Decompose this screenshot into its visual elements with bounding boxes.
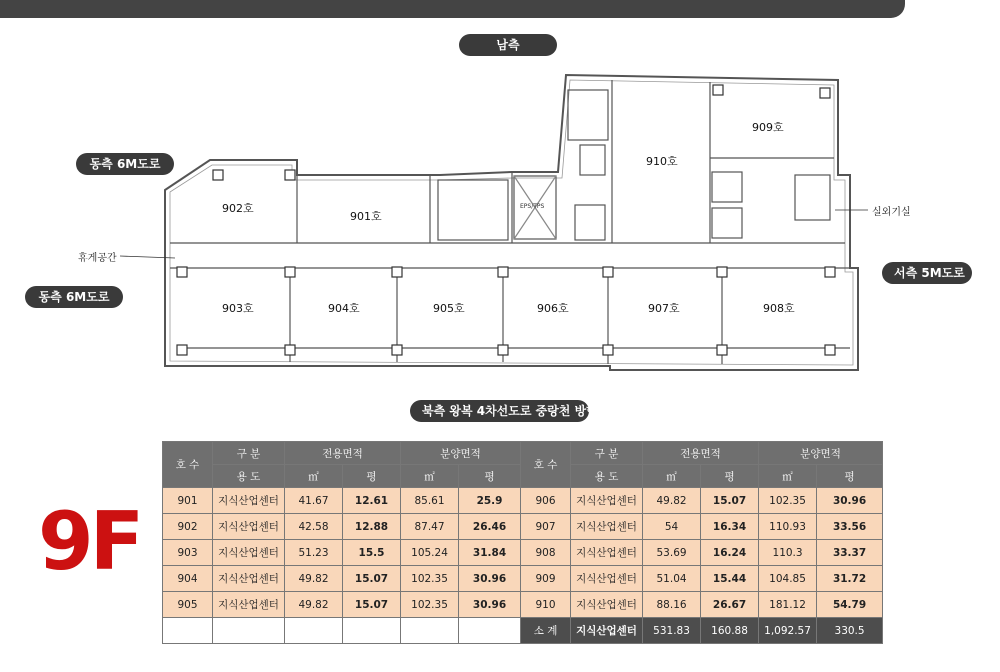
- room-909-label: 909호: [752, 121, 784, 134]
- sale-pyeong-cell: 33.37: [817, 540, 883, 566]
- col-pyeong-header-right: 평: [817, 465, 883, 488]
- sale-m2-cell: 102.35: [759, 488, 817, 514]
- col-division-header-right: 구 분: [571, 442, 643, 465]
- total-label-cell: 소 계: [521, 618, 571, 644]
- exclusive-m2-cell: 49.82: [643, 488, 701, 514]
- table-row: [163, 592, 883, 618]
- rest-area-label: 휴게공간: [78, 253, 117, 264]
- col-use-header-right: 용 도: [571, 465, 643, 488]
- exclusive-pyeong-cell: 12.61: [343, 488, 401, 514]
- exclusive-m2-cell: 49.82: [285, 566, 343, 592]
- use-cell: 지식산업센터: [213, 592, 285, 618]
- south-direction-label: 남측: [459, 34, 557, 56]
- blank-cell: [343, 618, 401, 644]
- col-m2-header-right: ㎡: [759, 465, 817, 488]
- room-906-label: 906호: [537, 302, 569, 315]
- use-cell: 지식산업센터: [571, 540, 643, 566]
- col-unit-header: 호 수: [163, 442, 213, 488]
- col-pyeong-header-right: 평: [701, 465, 759, 488]
- unit-cell: 909: [521, 566, 571, 592]
- sale-pyeong-cell: 26.46: [459, 514, 521, 540]
- col-unit-header-right: 호 수: [521, 442, 571, 488]
- col-exclusive-header-right: 전용면적: [643, 442, 759, 465]
- total-sale-pyeong-cell: 330.5: [817, 618, 883, 644]
- table-row: [163, 514, 883, 540]
- exclusive-pyeong-cell: 15.07: [701, 488, 759, 514]
- unit-cell: 908: [521, 540, 571, 566]
- exclusive-m2-cell: 88.16: [643, 592, 701, 618]
- sale-pyeong-cell: 31.72: [817, 566, 883, 592]
- room-905-label: 905호: [433, 302, 465, 315]
- room-904-label: 904호: [328, 302, 360, 315]
- col-sale-header-right: 분양면적: [759, 442, 883, 465]
- floor-number-label: 9F: [38, 495, 141, 588]
- sale-pyeong-cell: 30.96: [459, 566, 521, 592]
- exclusive-m2-cell: 41.67: [285, 488, 343, 514]
- blank-cell: [285, 618, 343, 644]
- pointer-lines: [120, 210, 868, 258]
- blank-cell: [401, 618, 459, 644]
- exclusive-m2-cell: 51.23: [285, 540, 343, 566]
- outdoor-unit-room-label: 실외기실: [872, 207, 911, 218]
- area-table: [162, 441, 883, 644]
- sale-m2-cell: 102.35: [401, 592, 459, 618]
- sale-m2-cell: 105.24: [401, 540, 459, 566]
- total-use-cell: 지식산업센터: [571, 618, 643, 644]
- use-cell: 지식산업센터: [213, 540, 285, 566]
- unit-cell: 905: [163, 592, 213, 618]
- exclusive-pyeong-cell: 15.07: [343, 566, 401, 592]
- room-902-label: 902호: [222, 202, 254, 215]
- unit-cell: 907: [521, 514, 571, 540]
- sale-m2-cell: 104.85: [759, 566, 817, 592]
- col-division-header: 구 분: [213, 442, 285, 465]
- exclusive-m2-cell: 49.82: [285, 592, 343, 618]
- room-903-label: 903호: [222, 302, 254, 315]
- blank-cell: [213, 618, 285, 644]
- table-total-row: [163, 618, 883, 644]
- col-exclusive-header: 전용면적: [285, 442, 401, 465]
- sale-pyeong-cell: 30.96: [459, 592, 521, 618]
- unit-cell: 903: [163, 540, 213, 566]
- sale-pyeong-cell: 33.56: [817, 514, 883, 540]
- table-header-row-1: [163, 442, 883, 465]
- east-road-label-bottom: 동측 6M도로: [25, 286, 123, 308]
- exclusive-m2-cell: 51.04: [643, 566, 701, 592]
- exclusive-m2-cell: 54: [643, 514, 701, 540]
- east-road-label-top: 동측 6M도로: [76, 153, 174, 175]
- use-cell: 지식산업센터: [213, 488, 285, 514]
- sale-m2-cell: 181.12: [759, 592, 817, 618]
- room-908-label: 908호: [763, 302, 795, 315]
- unit-cell: 904: [163, 566, 213, 592]
- exclusive-pyeong-cell: 26.67: [701, 592, 759, 618]
- unit-cell: 901: [163, 488, 213, 514]
- col-m2-header: ㎡: [401, 465, 459, 488]
- exclusive-pyeong-cell: 15.44: [701, 566, 759, 592]
- sale-m2-cell: 85.61: [401, 488, 459, 514]
- col-m2-header-right: ㎡: [643, 465, 701, 488]
- room-910-label: 910호: [646, 155, 678, 168]
- exclusive-pyeong-cell: 15.07: [343, 592, 401, 618]
- use-cell: 지식산업센터: [571, 566, 643, 592]
- sale-pyeong-cell: 54.79: [817, 592, 883, 618]
- table-row: [163, 566, 883, 592]
- exclusive-pyeong-cell: 16.24: [701, 540, 759, 566]
- sale-pyeong-cell: 30.96: [817, 488, 883, 514]
- sale-pyeong-cell: 25.9: [459, 488, 521, 514]
- unit-cell: 910: [521, 592, 571, 618]
- sale-m2-cell: 110.3: [759, 540, 817, 566]
- unit-cell: 902: [163, 514, 213, 540]
- table-row: [163, 488, 883, 514]
- exclusive-m2-cell: 53.69: [643, 540, 701, 566]
- col-use-header: 용 도: [213, 465, 285, 488]
- use-cell: 지식산업센터: [213, 566, 285, 592]
- use-cell: 지식산업센터: [213, 514, 285, 540]
- room-907-label: 907호: [648, 302, 680, 315]
- use-cell: 지식산업센터: [571, 514, 643, 540]
- exclusive-pyeong-cell: 16.34: [701, 514, 759, 540]
- table-row: [163, 540, 883, 566]
- total-exclusive-pyeong-cell: 160.88: [701, 618, 759, 644]
- sale-m2-cell: 87.47: [401, 514, 459, 540]
- col-m2-header: ㎡: [285, 465, 343, 488]
- col-pyeong-header: 평: [343, 465, 401, 488]
- blank-cell: [459, 618, 521, 644]
- sale-pyeong-cell: 31.84: [459, 540, 521, 566]
- north-road-label: 북측 왕복 4차선도로 중랑천 방향: [410, 400, 589, 422]
- plan-walls: [165, 75, 858, 370]
- total-sale-m2-cell: 1,092.57: [759, 618, 817, 644]
- sale-m2-cell: 110.93: [759, 514, 817, 540]
- eps-label: EPS/TPS: [520, 203, 545, 210]
- blank-cell: [163, 618, 213, 644]
- room-901-label: 901호: [350, 210, 382, 223]
- total-exclusive-m2-cell: 531.83: [643, 618, 701, 644]
- sale-m2-cell: 102.35: [401, 566, 459, 592]
- unit-cell: 906: [521, 488, 571, 514]
- exclusive-m2-cell: 42.58: [285, 514, 343, 540]
- col-pyeong-header: 평: [459, 465, 521, 488]
- exclusive-pyeong-cell: 12.88: [343, 514, 401, 540]
- plan-columns: [177, 85, 835, 355]
- use-cell: 지식산업센터: [571, 488, 643, 514]
- use-cell: 지식산업센터: [571, 592, 643, 618]
- col-sale-header: 분양면적: [401, 442, 521, 465]
- west-road-label: 서측 5M도로: [882, 262, 972, 284]
- exclusive-pyeong-cell: 15.5: [343, 540, 401, 566]
